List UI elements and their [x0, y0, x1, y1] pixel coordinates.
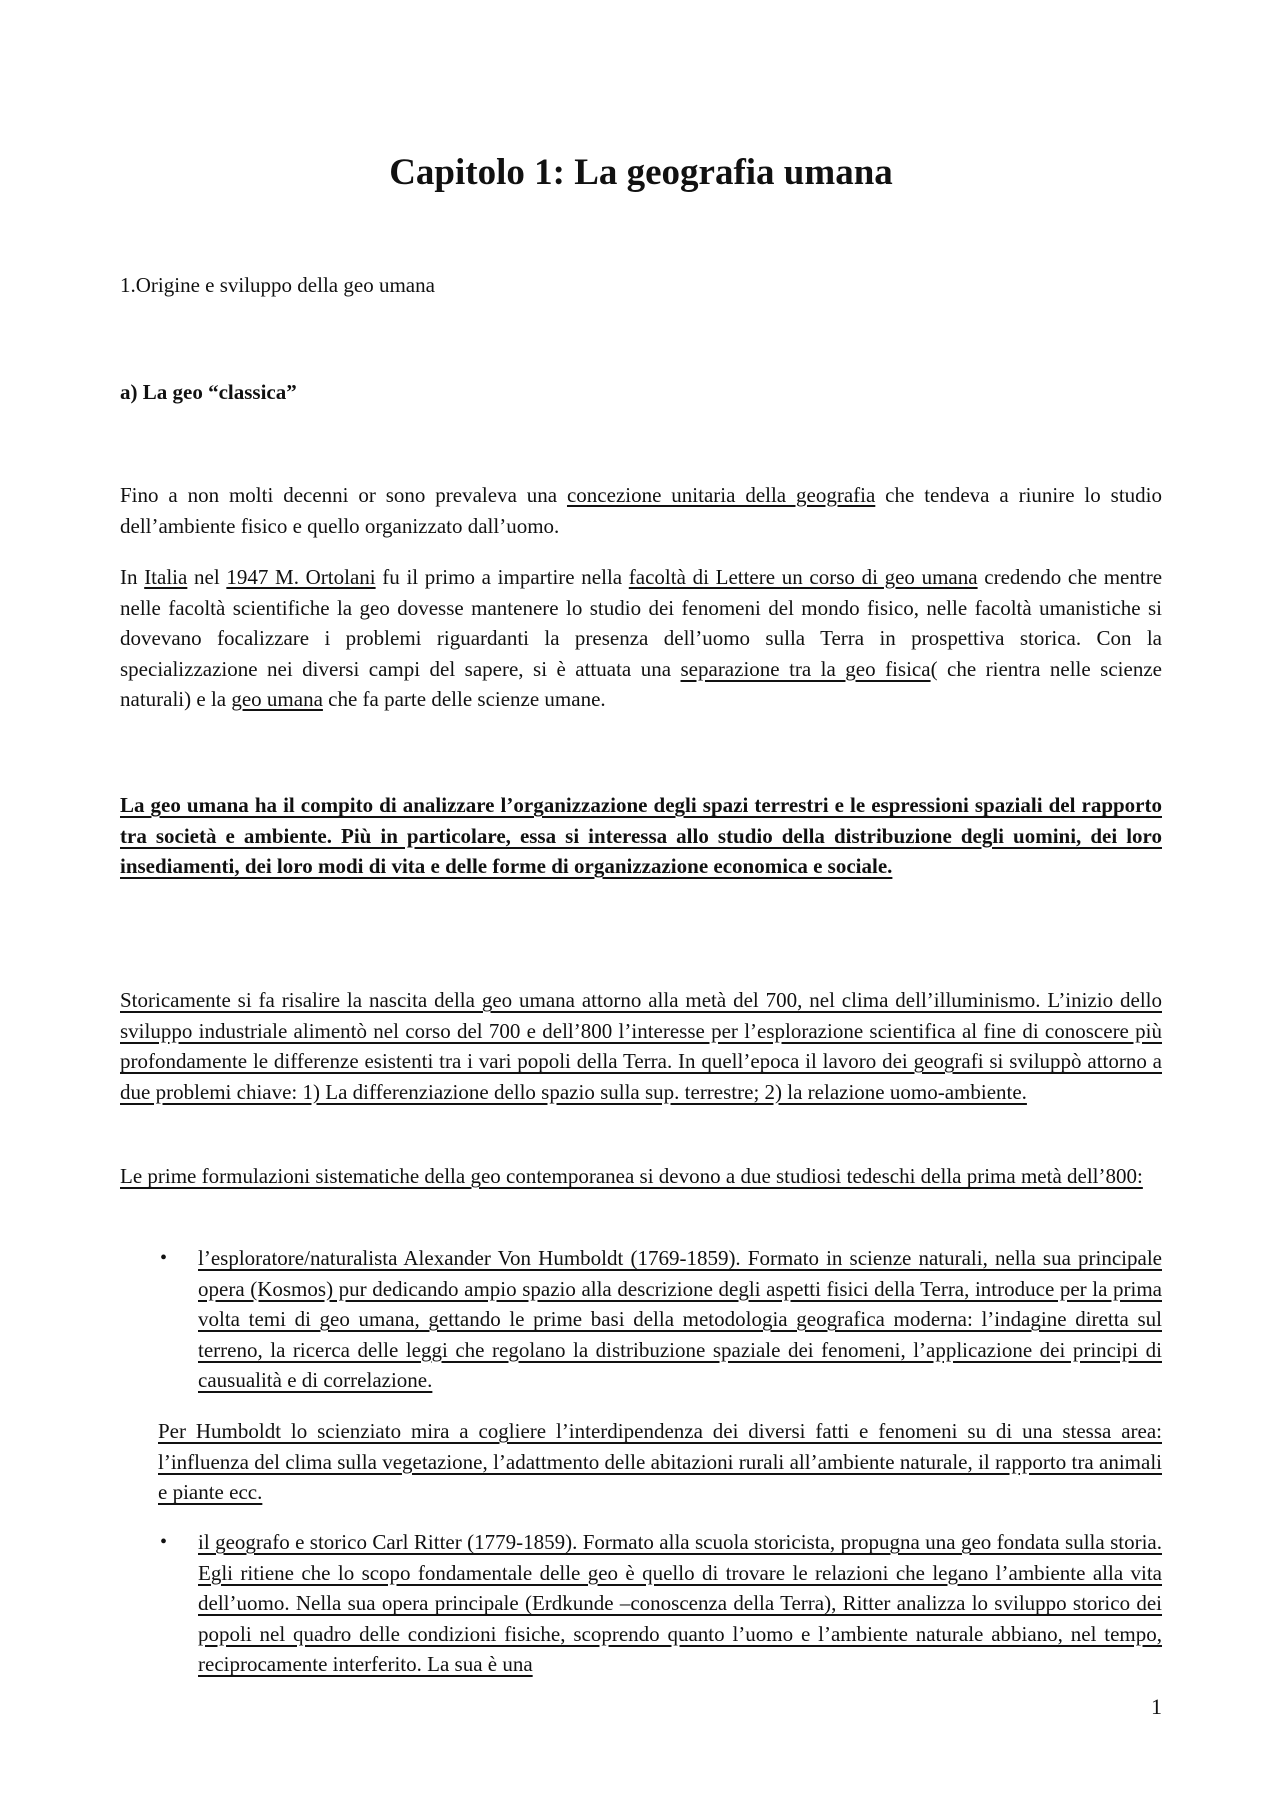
bullet-marker: • [160, 1531, 168, 1553]
definition-paragraph [120, 790, 1162, 882]
paragraph-text: credendo che mentre nelle facoltà scientifiche la geo dovesse mantenere lo studio dei fenomeni del mondo fisico, nelle facoltà umanistiche si dovevano focalizzare i problemi riguardanti la presenza dell’uomo sulla Terra in prospettiva storica. Con la specializzazione nei diversi campi del sapere, si è attuata una [120, 565, 1163, 681]
paragraph-text: Fino a non molti decenni or sono prevaleva una [120, 483, 567, 507]
history-text: Storicamente si fa risalire la nascita della geo umana attorno alla metà del 700, nel clima dell’illuminismo. L’inizio dello sviluppo industriale alimentò nel corso del 700 e dell’800 l’interesse per l’esplorazione scientifica al fine di conoscere più profondamente le differenze esistenti tra i vari popoli della Terra. In quell’epoca il lavoro dei geografi si sviluppò attorno a due problemi chiave: 1) La differenziazione dello spazio sulla sup. terrestre; 2) la relazione uomo-ambiente. [120, 988, 1162, 1104]
history-paragraph [120, 985, 1162, 1107]
underlined-phrase: concezione unitaria della geografia [566, 483, 876, 507]
page-title: Capitolo 1: La geografia umana [389, 152, 893, 193]
paragraph-text: nel [187, 565, 227, 589]
formulations-text: Le prime formulazioni sistematiche della geo contemporanea si devono a due studiosi tedeschi della prima metà dell’800: [120, 1164, 1143, 1188]
paragraph-ortolani [120, 562, 1162, 715]
subsection-heading: a) La geo “classica” [120, 380, 297, 404]
formulations-intro [120, 1161, 1162, 1192]
underlined-phrase: 1947 M. Ortolani [226, 565, 376, 589]
bullet-marker: • [160, 1247, 168, 1269]
definition-text: La geo umana ha il compito di analizzare l’organizzazione degli spazi terrestri e le espressioni spaziali del rapporto tra società e ambiente. Più in particolare, essa si interessa allo studio della distribuzione degli uomini, dei loro insediamenti, dei loro modi di vita e delle forme di organizzazione economica e sociale. [120, 793, 1162, 878]
paragraph-text: che tendeva a riunire lo studio dell’ambiente fisico e quello organizzato dall’uomo. [120, 483, 1162, 538]
paragraph-text: ( che rientra nelle scienze naturali) e la [120, 656, 1162, 711]
humboldt-note [158, 1416, 1162, 1508]
underlined-phrase: geo umana [231, 687, 323, 711]
humboldt-note-text: Per Humboldt lo scienziato mira a cogliere l’interdipendenza dei diversi fatti e fenomeni su di una stessa area: l’influenza del clima sulla vegetazione, l’adattmento delle abitazioni rurali all’ambiente naturale, il rapporto tra animali e piante ecc. [158, 1419, 1162, 1504]
underlined-phrase: Italia [144, 565, 188, 589]
underlined-phrase: separazione tra la geo fisica [680, 656, 931, 681]
paragraph-text: fu il primo a impartire nella [375, 565, 629, 589]
paragraph-text: In [120, 565, 145, 589]
underlined-phrase: facoltà di Lettere un corso di geo umana [628, 565, 978, 589]
page-number: 1 [1151, 1694, 1162, 1719]
list-item-text [198, 1527, 1162, 1680]
ritter-text: il geografo e storico Carl Ritter (1779-1859). Formato alla scuola storicista, propugna una geo fondata sulla storia. Egli ritiene che lo scopo fondamentale delle geo è quello di trovare le relazioni che legano l’ambiente alla vita dell’uomo. Nella sua opera principale (Erdkunde –conoscenza della Terra), Ritter analizza lo sviluppo storico dei popoli nel quadro delle condizioni fisiche, scoprendo quanto l’uomo e l’ambiente naturale abbiano, nel tempo, reciprocamente interferito. La sua è una [198, 1530, 1162, 1676]
paragraph-text: che fa parte delle scienze umane. [322, 687, 606, 711]
list-item-text [198, 1243, 1162, 1396]
humboldt-text: l’esploratore/naturalista Alexander Von Humboldt (1769-1859). Formato in scienze naturali, nella sua principale opera (Kosmos) pur dedicando ampio spazio alla descrizione degli aspetti fisici della Terra, introduce per la prima volta temi di geo umana, gettando le prime basi della metodologia geografica moderna: l’indagine diretta sul terreno, la ricerca delle leggi che regolano la distribuzione spaziale dei fenomeni, l’applicazione dei principi di causualità e di correlazione. [198, 1246, 1162, 1392]
paragraph-unitary-geography [120, 480, 1162, 541]
section-heading: 1.Origine e sviluppo della geo umana [120, 273, 435, 297]
